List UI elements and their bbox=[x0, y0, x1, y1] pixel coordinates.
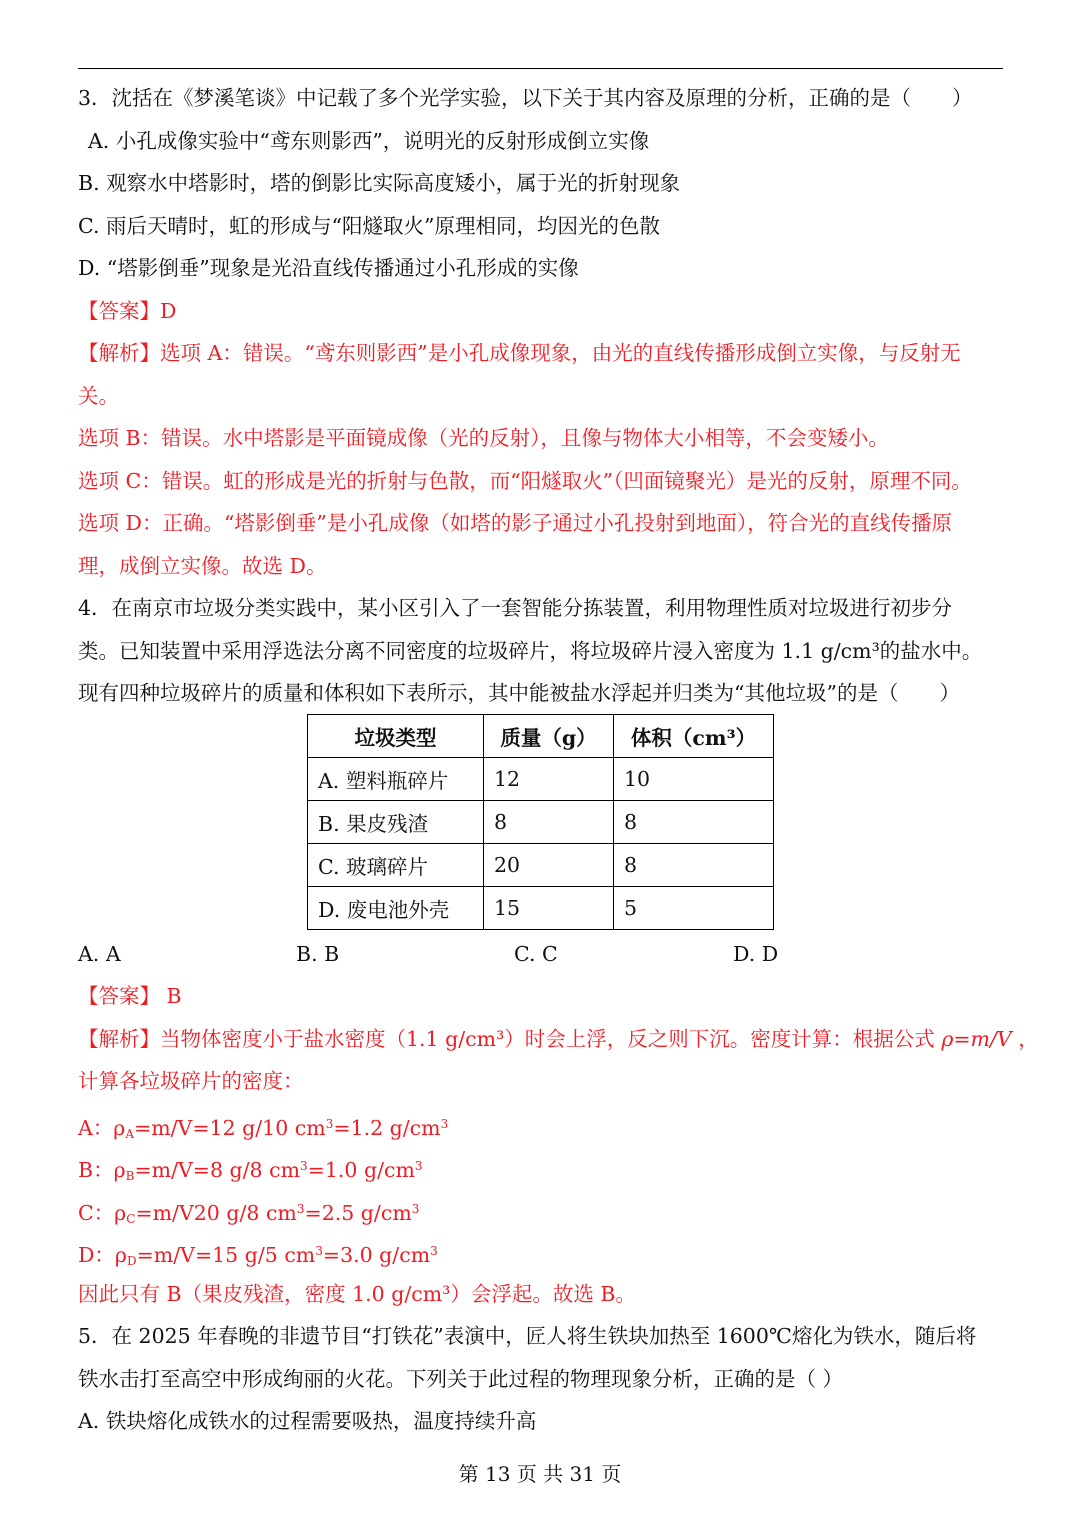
q3-option-b: B. 观察水中塔影时，塔的倒影比实际高度矮小，属于光的折射现象 bbox=[78, 171, 681, 195]
calc-result: =3.0 g/cm bbox=[322, 1243, 431, 1267]
q3-analysis-line: 选项 C：错误。虹的形成是光的折射与色散，而“阳燧取火”（凹面镜聚光）是光的反射，原理不同。 bbox=[78, 469, 972, 493]
density-table bbox=[307, 714, 774, 930]
q4-option-b: B. B bbox=[296, 942, 340, 966]
header-rule bbox=[78, 68, 1003, 69]
calc-result: =1.2 g/cm bbox=[333, 1116, 441, 1140]
q4-option-d: D. D bbox=[733, 942, 779, 966]
calc-exponent: 3 bbox=[296, 1202, 305, 1216]
q4-analysis-intro bbox=[78, 1025, 1039, 1053]
q4-option-a: A. A bbox=[78, 942, 121, 966]
q3-analysis-line: 理，成倒立实像。故选 D。 bbox=[78, 554, 327, 578]
table-cell: B. 果皮残渣 bbox=[308, 801, 484, 844]
q3-option-c: C. 雨后天晴时，虹的形成与“阳燧取火”原理相同，均因光的色散 bbox=[78, 214, 660, 238]
density-formula: ρ=m/V bbox=[941, 1027, 1012, 1051]
calc-line-b bbox=[78, 1152, 423, 1190]
calc-result: =2.5 g/cm bbox=[304, 1201, 412, 1225]
calc-subscript: D bbox=[127, 1254, 137, 1268]
q3-answer: 【答案】D bbox=[78, 299, 177, 323]
calc-result: =1.0 g/cm bbox=[307, 1158, 415, 1182]
table-cell: 15 bbox=[484, 887, 614, 930]
q4-analysis-line: 计算各垃圾碎片的密度： bbox=[78, 1069, 304, 1093]
table-header-row bbox=[308, 715, 774, 758]
calc-label: C：ρ bbox=[78, 1201, 127, 1225]
calc-label: A：ρ bbox=[78, 1116, 126, 1140]
calc-label: D：ρ bbox=[78, 1243, 127, 1267]
table-cell: A. 塑料瓶碎片 bbox=[308, 758, 484, 801]
q3-analysis-line: 选项 B：错误。水中塔影是平面镜成像（光的反射），且像与物体大小相等，不会变矮小。 bbox=[78, 426, 889, 450]
q3-stem: 3．沈括在《梦溪笔谈》中记载了多个光学实验，以下关于其内容及原理的分析，正确的是（ ） bbox=[78, 86, 973, 110]
page-footer: 第 13 页 共 31 页 bbox=[458, 1462, 622, 1486]
calc-line-a bbox=[78, 1110, 448, 1148]
q3-option-a: A. 小孔成像实验中“鸢东则影西”，说明光的反射形成倒立实像 bbox=[88, 129, 650, 153]
q4-stem-line: 现有四种垃圾碎片的质量和体积如下表所示，其中能被盐水浮起并归类为“其他垃圾”的是（ ） bbox=[78, 681, 960, 705]
q3-analysis-line: 【解析】选项 A：错误。“鸢东则影西”是小孔成像现象，由光的直线传播形成倒立实像，与反射无 bbox=[78, 341, 961, 365]
table-row bbox=[308, 801, 774, 844]
q5-stem-line: 铁水击打至高空中形成绚丽的火花。下列关于此过程的物理现象分析，正确的是（ ） bbox=[78, 1367, 844, 1391]
calc-subscript: B bbox=[125, 1169, 135, 1183]
table-cell: D. 废电池外壳 bbox=[308, 887, 484, 930]
calc-exponent: 3 bbox=[430, 1244, 438, 1258]
table-cell: 10 bbox=[614, 758, 774, 801]
table-cell: 12 bbox=[484, 758, 614, 801]
table-row bbox=[308, 887, 774, 930]
calc-expr: =m/V=12 g/10 cm bbox=[134, 1116, 326, 1140]
table-cell: 5 bbox=[614, 887, 774, 930]
calc-expr: =m/V=8 g/8 cm bbox=[134, 1158, 301, 1182]
table-cell: C. 玻璃碎片 bbox=[308, 844, 484, 887]
q4-analysis-text: 【解析】当物体密度小于盐水密度（1.1 g/cm³）时会上浮，反之则下沉。密度计算：根据公式 bbox=[78, 1027, 935, 1051]
calc-expr: =m/V20 g/8 cm bbox=[135, 1201, 297, 1225]
table-cell: 8 bbox=[484, 801, 614, 844]
table-header: 体积（cm³） bbox=[614, 715, 774, 758]
calc-exponent: 3 bbox=[411, 1202, 420, 1216]
q3-option-d: D. “塔影倒垂”现象是光沿直线传播通过小孔形成的实像 bbox=[78, 256, 579, 280]
q4-conclusion: 因此只有 B（果皮残渣，密度 1.0 g/cm³）会浮起。故选 B。 bbox=[78, 1282, 636, 1306]
table-header: 质量（g） bbox=[484, 715, 614, 758]
calc-exponent: 3 bbox=[315, 1244, 323, 1258]
q4-stem-line: 类。已知装置中采用浮选法分离不同密度的垃圾碎片，将垃圾碎片浸入密度为 1.1 g/cm³的盐水中。 bbox=[78, 639, 983, 663]
calc-exponent: 3 bbox=[325, 1117, 334, 1131]
q4-stem-line: 4．在南京市垃圾分类实践中，某小区引入了一套智能分拣装置，利用物理性质对垃圾进行初步分 bbox=[78, 596, 953, 620]
q5-stem-line: 5．在 2025 年春晚的非遗节目“打铁花”表演中，匠人将生铁块加热至 1600℃熔化为铁水，随后将 bbox=[78, 1324, 977, 1348]
table-header: 垃圾类型 bbox=[308, 715, 484, 758]
table-cell: 20 bbox=[484, 844, 614, 887]
table-row bbox=[308, 844, 774, 887]
q3-analysis-line: 关。 bbox=[78, 384, 119, 408]
table-cell: 8 bbox=[614, 844, 774, 887]
q4-option-c: C. C bbox=[514, 942, 558, 966]
calc-subscript: C bbox=[126, 1212, 136, 1226]
q3-analysis-line: 选项 D：正确。“塔影倒垂”是小孔成像（如塔的影子通过小孔投射到地面），符合光的直线传播原 bbox=[78, 511, 953, 535]
calc-expr: =m/V=15 g/5 cm bbox=[136, 1243, 316, 1267]
calc-line-c bbox=[78, 1195, 419, 1233]
calc-exponent: 3 bbox=[414, 1159, 423, 1173]
table-cell: 8 bbox=[614, 801, 774, 844]
calc-exponent: 3 bbox=[300, 1159, 308, 1173]
q4-answer: 【答案】 B bbox=[78, 984, 182, 1008]
calc-label: B：ρ bbox=[78, 1158, 126, 1182]
q5-option-a: A. 铁块熔化成铁水的过程需要吸热，温度持续升高 bbox=[78, 1409, 537, 1433]
calc-subscript: A bbox=[125, 1127, 135, 1141]
table-row bbox=[308, 758, 774, 801]
calc-line-d bbox=[78, 1237, 438, 1275]
calc-exponent: 3 bbox=[440, 1117, 449, 1131]
q4-analysis-tail: ， bbox=[1018, 1027, 1039, 1051]
